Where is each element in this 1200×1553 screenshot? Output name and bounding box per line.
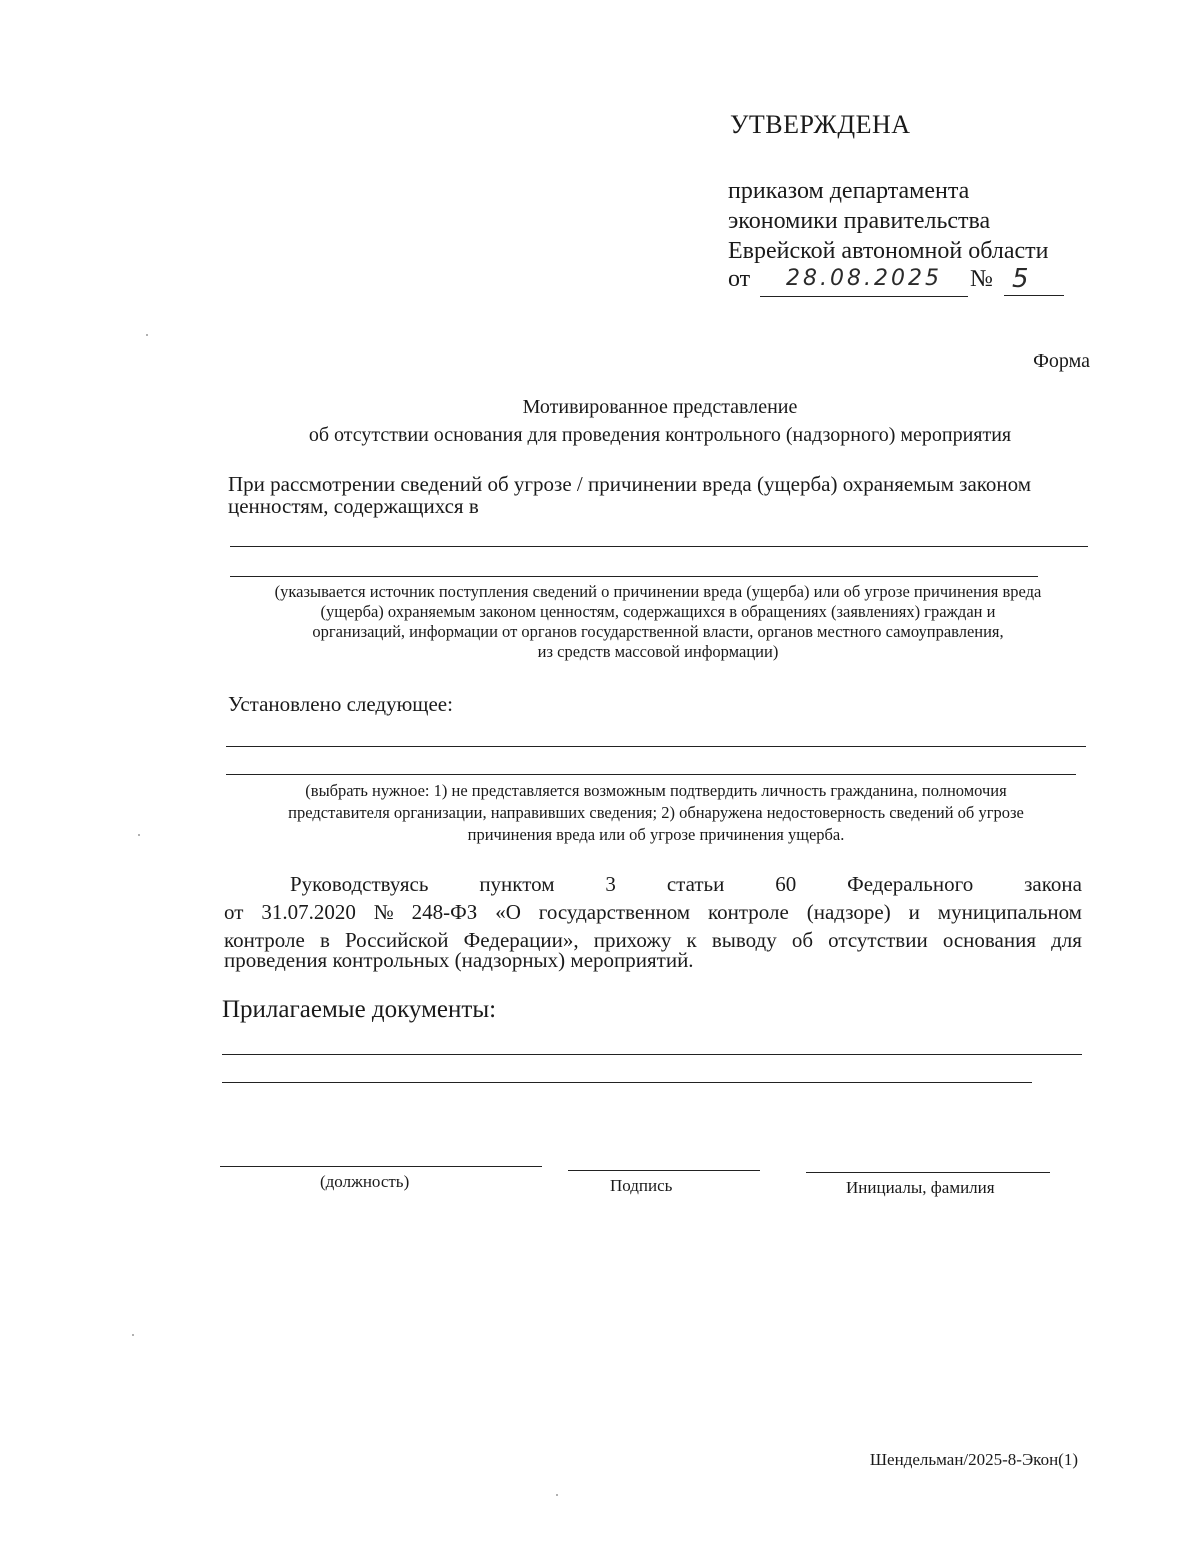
scan-speck [138, 834, 140, 836]
date-label: от [728, 266, 751, 292]
scan-speck [556, 1494, 558, 1496]
scan-speck [132, 1334, 134, 1336]
name-fill-line[interactable] [806, 1172, 1050, 1173]
signature-caption: Подпись [610, 1176, 673, 1195]
established-hint [226, 780, 1086, 846]
established-hint-line-2: представителя организации, направивших сведения; 2) обнаружена недостоверность сведений об угрозе [288, 803, 1024, 822]
document-title: Мотивированное представление [522, 396, 798, 418]
intro-line-2: ценностям, содержащихся в [228, 494, 479, 518]
source-hint-line-4: из средств массовой информации) [537, 642, 779, 661]
attachments-fill-line-1[interactable] [222, 1054, 1082, 1055]
approval-order-line-1: приказом департамента [728, 178, 970, 204]
approval-heading: УТВЕРЖДЕНА [730, 110, 911, 139]
conclusion-line-1: Руководствуясь пунктом 3 статьи 60 Федерального закона [290, 872, 1082, 896]
intro-line-1: При рассмотрении сведений об угрозе / причинении вреда (ущерба) охраняемым законом [228, 472, 1032, 496]
source-hint [228, 582, 1088, 662]
form-label: Форма [1033, 350, 1090, 372]
established-fill-line-2[interactable] [226, 774, 1076, 775]
position-caption: (должность) [320, 1172, 410, 1191]
document-subtitle: об отсутствии основания для проведения контрольного (надзорного) мероприятия [308, 424, 1012, 446]
conclusion-line-2: от 31.07.2020 № 248-ФЗ «О государственном контроле (надзоре) и муниципальном [224, 900, 1082, 924]
approval-order-line-3: Еврейской автономной области [728, 238, 1049, 264]
approval-order-line-2: экономики правительства [728, 208, 991, 234]
source-hint-line-3: организаций, информации от органов государственной власти, органов местного самоуправления, [312, 622, 1004, 641]
source-fill-line-2[interactable] [230, 576, 1038, 577]
name-caption: Инициалы, фамилия [846, 1178, 995, 1197]
scan-speck [146, 334, 148, 336]
footer-code: Шендельман/2025-8-Экон(1) [869, 1450, 1078, 1469]
established-fill-line-1[interactable] [226, 746, 1086, 747]
source-fill-line-1[interactable] [230, 546, 1088, 547]
source-hint-line-2: (ущерба) охраняемым законом ценностям, содержащихся в обращениях (заявлениях) граждан и [320, 602, 996, 621]
established-label: Установлено следующее: [228, 692, 453, 716]
established-hint-line-3: причинения вреда или об угрозе причинения ущерба. [467, 825, 845, 844]
position-fill-line[interactable] [220, 1166, 542, 1167]
conclusion-line-4: проведения контрольных (надзорных) мероприятий. [224, 948, 694, 972]
conclusion-line-3: контроле в Российской Федерации», прихожу к выводу об отсутствии основания для [224, 928, 1082, 952]
attachments-label: Прилагаемые документы: [222, 996, 497, 1023]
signature-fill-line[interactable] [568, 1170, 760, 1171]
number-handwritten-field[interactable]: 5 [1004, 264, 1064, 296]
number-label: № [970, 266, 993, 292]
source-hint-line-1: (указывается источник поступления сведений о причинении вреда (ущерба) или об угрозе причинения вреда [274, 582, 1042, 601]
established-hint-line-1: (выбрать нужное: 1) не представляется возможным подтвердить личность гражданина, полномочия [305, 781, 1007, 800]
attachments-fill-line-2[interactable] [222, 1082, 1032, 1083]
date-handwritten-field[interactable]: 28.08.2025 [760, 266, 968, 297]
